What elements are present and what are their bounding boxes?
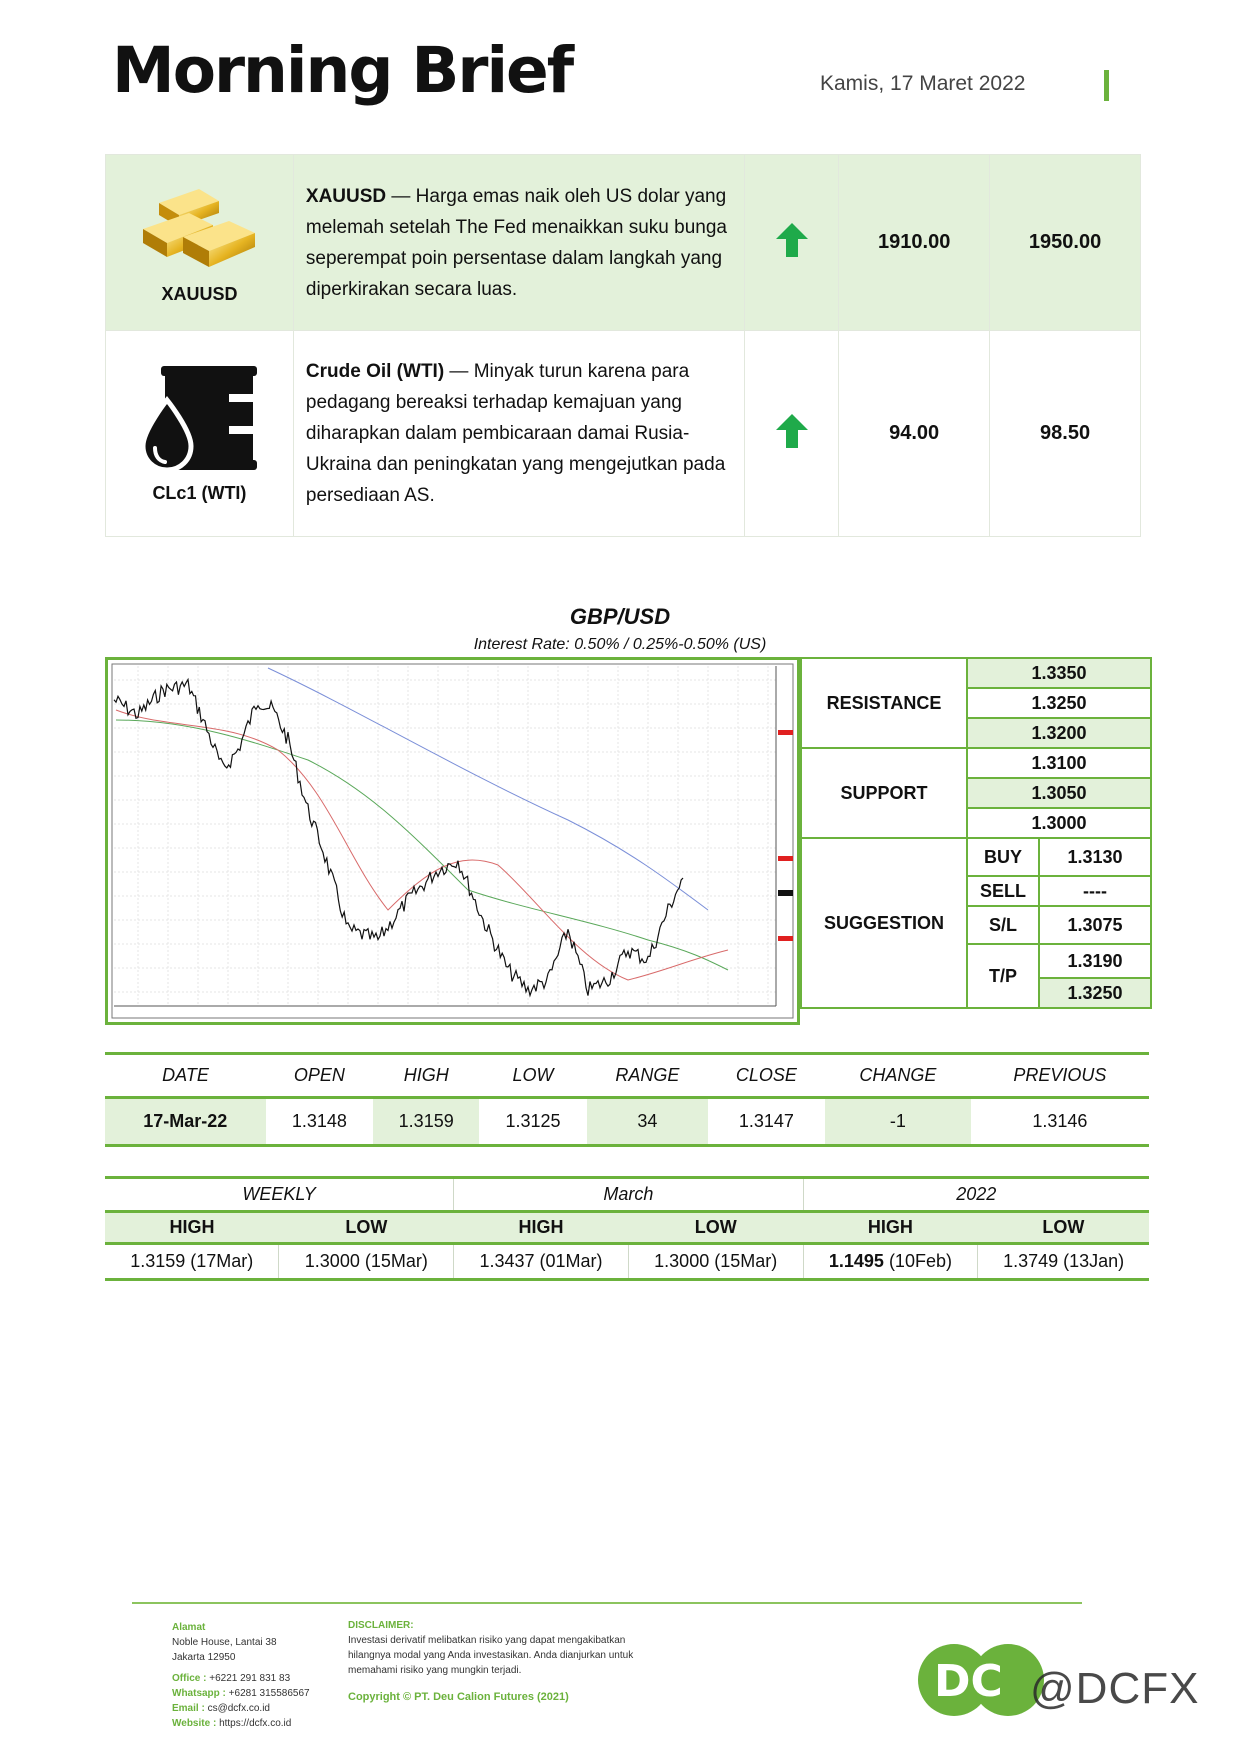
year-high — [803, 1244, 978, 1280]
range-subheader-row — [105, 1212, 1149, 1244]
range-group-month: March — [454, 1178, 803, 1212]
commodity-text: — Harga emas naik oleh US dolar yang melemah setelah The Fed menaikkan suku bunga seperempat poin persentase dalam langkah yang diperkirakan secara luas. — [305, 185, 727, 300]
logo-text: DC — [934, 1656, 1003, 1707]
disclaimer-text: Investasi derivatif melibatkan risiko yang dapat mengakibatkan hilangnya modal yang Anda investasikan. Anda dianjurkan untuk memahami risiko yang mungkin terjadi. — [348, 1635, 634, 1676]
direction-cell — [745, 155, 839, 331]
ohlc-header: OPEN — [266, 1054, 373, 1098]
oil-barrel-icon — [137, 364, 261, 472]
range-subheader: HIGH — [803, 1212, 978, 1244]
ohlc-header: RANGE — [586, 1054, 708, 1098]
weekly-low: 1.3000 (15Mar) — [279, 1244, 454, 1280]
website-line — [172, 1716, 332, 1731]
office-number: +6221 291 831 83 — [209, 1673, 291, 1684]
commodity-value-1: 1910.00 — [839, 155, 990, 331]
report-date: Kamis, 17 Maret 2022 — [820, 72, 1026, 95]
ohlc-header: PREVIOUS — [971, 1054, 1148, 1098]
ohlc-header: CLOSE — [708, 1054, 824, 1098]
ohlc-date: 17-Mar-22 — [105, 1098, 266, 1146]
tp-value-1: 1.3190 — [1039, 944, 1151, 978]
ohlc-header-row — [105, 1054, 1149, 1098]
suggestion-label: SUGGESTION — [801, 838, 967, 1008]
page-title: Morning Brief — [112, 34, 573, 107]
ohlc-low: 1.3125 — [480, 1098, 587, 1146]
year-low: 1.3749 (13Jan) — [978, 1244, 1149, 1280]
direction-cell — [745, 331, 839, 537]
ohlc-header: DATE — [105, 1054, 266, 1098]
office-label: Office : — [172, 1673, 207, 1684]
commodity-row-xauusd — [106, 155, 1141, 331]
interest-rate: Interest Rate: 0.50% / 0.25%-0.50% (US) — [473, 636, 767, 653]
footer-divider — [132, 1602, 1082, 1604]
resistance-level-2: 1.3250 — [967, 688, 1151, 718]
range-table — [105, 1176, 1149, 1281]
ohlc-header: CHANGE — [825, 1054, 972, 1098]
commodity-description — [293, 331, 744, 537]
footer-address — [172, 1620, 332, 1731]
ohlc-header: HIGH — [373, 1054, 480, 1098]
commodity-table — [105, 154, 1141, 537]
levels-table — [800, 657, 1152, 1009]
table-row — [105, 1244, 1149, 1280]
address-line: Jakarta 12950 — [172, 1652, 236, 1663]
website-link[interactable]: https://dcfx.co.id — [219, 1718, 292, 1729]
resistance-label: RESISTANCE — [801, 658, 967, 748]
email-label: Email : — [172, 1703, 205, 1714]
date-accent-bar — [1104, 70, 1109, 101]
year-high-date: (10Feb) — [888, 1251, 952, 1271]
range-subheader: LOW — [279, 1212, 454, 1244]
commodity-icon-cell — [106, 331, 294, 537]
address-label: Alamat — [172, 1622, 206, 1633]
arrow-up-icon — [775, 222, 809, 258]
tp-label: T/P — [967, 944, 1039, 1008]
tp-value-2: 1.3250 — [1039, 978, 1151, 1008]
ohlc-close: 1.3147 — [708, 1098, 824, 1146]
commodity-name: Crude Oil (WTI) — [305, 361, 445, 382]
email-link[interactable]: cs@dcfx.co.id — [207, 1703, 270, 1714]
pair-title: GBP/USD — [569, 604, 671, 629]
commodity-icon-cell — [106, 155, 294, 331]
range-group-row — [105, 1178, 1149, 1212]
range-subheader: HIGH — [454, 1212, 629, 1244]
support-level-3: 1.3000 — [967, 808, 1151, 838]
ohlc-previous: 1.3146 — [971, 1098, 1148, 1146]
sl-label: S/L — [967, 906, 1039, 944]
watermark: @DCFX — [1030, 1664, 1200, 1713]
month-high: 1.3437 (01Mar) — [454, 1244, 629, 1280]
whatsapp-line — [172, 1686, 332, 1701]
range-subheader: LOW — [628, 1212, 803, 1244]
buy-value: 1.3130 — [1039, 838, 1151, 876]
support-level-2: 1.3050 — [967, 778, 1151, 808]
commodity-symbol: CLc1 (WTI) — [152, 482, 247, 503]
commodity-value-1: 94.00 — [839, 331, 990, 537]
commodity-description — [293, 155, 744, 331]
price-chart-svg — [108, 660, 797, 1022]
commodity-value-2: 98.50 — [990, 331, 1141, 537]
range-group-year: 2022 — [803, 1178, 1149, 1212]
range-subheader: HIGH — [105, 1212, 279, 1244]
address-line: Noble House, Lantai 38 — [172, 1637, 277, 1648]
whatsapp-label: Whatsapp : — [172, 1688, 226, 1699]
gold-bars-icon — [137, 181, 261, 273]
whatsapp-number: +6281 315586567 — [228, 1688, 310, 1699]
ohlc-table — [105, 1052, 1149, 1147]
support-level-1: 1.3100 — [967, 748, 1151, 778]
buy-label: BUY — [967, 838, 1039, 876]
ohlc-open: 1.3148 — [266, 1098, 373, 1146]
dcfx-logo — [916, 1640, 1046, 1720]
commodity-value-2: 1950.00 — [990, 155, 1141, 331]
table-row — [105, 1098, 1149, 1146]
sell-value: ---- — [1039, 876, 1151, 906]
commodity-row-wti — [106, 331, 1141, 537]
sl-value: 1.3075 — [1039, 906, 1151, 944]
month-low: 1.3000 (15Mar) — [628, 1244, 803, 1280]
weekly-high: 1.3159 (17Mar) — [105, 1244, 279, 1280]
office-line — [172, 1671, 332, 1686]
ohlc-header: LOW — [480, 1054, 587, 1098]
resistance-level-1: 1.3350 — [967, 658, 1151, 688]
footer-disclaimer — [348, 1618, 668, 1678]
range-subheader: LOW — [978, 1212, 1149, 1244]
price-chart-image — [105, 657, 800, 1025]
commodity-symbol: XAUUSD — [161, 283, 238, 304]
arrow-up-icon — [775, 413, 809, 449]
copyright: Copyright © PT. Deu Calion Futures (2021) — [348, 1691, 569, 1703]
range-group-weekly: WEEKLY — [105, 1178, 454, 1212]
sell-label: SELL — [967, 876, 1039, 906]
disclaimer-label: DISCLAIMER: — [348, 1620, 414, 1631]
year-high-value: 1.1495 — [828, 1251, 884, 1271]
resistance-level-3: 1.3200 — [967, 718, 1151, 748]
support-label: SUPPORT — [801, 748, 967, 838]
commodity-text: — Minyak turun karena para pedagang bereaksi terhadap kemajuan yang diharapkan dalam pembicaraan damai Rusia-Ukraina dan peningkatan yang mengejutkan pada persediaan AS. — [305, 361, 726, 506]
ohlc-high: 1.3159 — [373, 1098, 480, 1146]
commodity-name: XAUUSD — [305, 185, 387, 207]
website-label: Website : — [172, 1718, 217, 1729]
email-line — [172, 1701, 332, 1716]
ohlc-range: 34 — [586, 1098, 708, 1146]
ohlc-change: -1 — [825, 1098, 972, 1146]
